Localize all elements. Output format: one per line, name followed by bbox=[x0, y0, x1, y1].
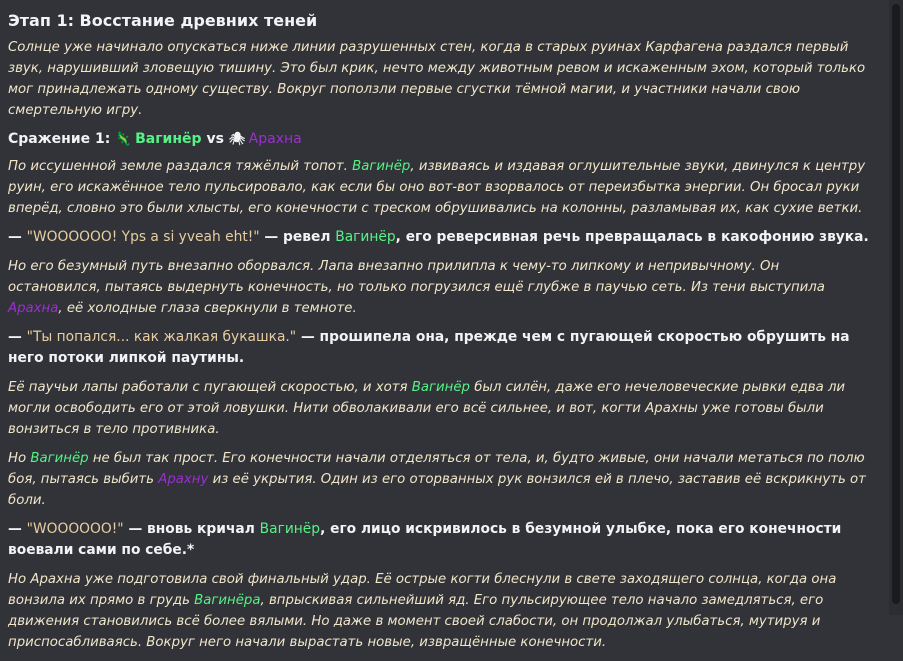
quote: "Ты попался... как жалкая букашка." bbox=[26, 329, 297, 345]
text: — ревел bbox=[259, 229, 336, 245]
narration-3 bbox=[8, 377, 876, 440]
quote: "WOOOOOO!" bbox=[26, 521, 124, 537]
fight-header bbox=[8, 129, 876, 150]
dash: — bbox=[8, 329, 27, 345]
text: Но его безумный путь внезапно оборвался. Лапа внезапно прилипла к чему-то липкому и непривычному. Он остановился, пытаясь выдернуть конечность, но только погрузился ещё глубже в паучью сеть. Из тени выступила bbox=[8, 259, 825, 295]
vs-label: vs bbox=[206, 131, 224, 147]
intro-paragraph: Солнце уже начинало опускаться ниже линии разрушенных стен, когда в старых руинах Карфагена раздался первый звук, нарушивший зловещую тишину. Это был крик, нечто между животным ревом и искаженным эхом, который только мог принадлежать одному существу. Вокруг поползли первые сгустки тёмной магии, и участники начали свою смертельную игру. bbox=[8, 40, 866, 118]
spider-icon: 🕷 bbox=[228, 132, 246, 147]
text: Но bbox=[8, 451, 31, 466]
text: , впрыскивая сильнейший яд. Его пульсирующее тело начало замедляться, его движения становились всё более вялыми. Но даже в момент своей слабости, он продолжал улыбаться, мутируя и приспосабливаясь. Вокруг него начали вырастать новые, извращённые конечности. bbox=[8, 593, 824, 650]
name-arachna: Арахна bbox=[8, 301, 59, 316]
scrollbar-track[interactable] bbox=[889, 0, 903, 615]
name-vaginer: Вагинёра bbox=[194, 593, 261, 608]
fight-label: Сражение 1: bbox=[8, 131, 111, 147]
dash: — bbox=[8, 229, 27, 245]
text: Но Арахна уже подготовила свой финальный удар. Её острые когти блеснули в свете заходящего солнца, когда она вонзила их прямо в грудь bbox=[8, 572, 837, 608]
fighter2-name: Арахна bbox=[248, 131, 302, 147]
dash: — bbox=[8, 521, 27, 537]
fighter1-name: Вагинёр bbox=[135, 131, 202, 147]
narration-2 bbox=[8, 256, 876, 319]
speech-2 bbox=[8, 327, 876, 369]
speech-3 bbox=[8, 519, 876, 561]
text: , её холодные глаза сверкнули в темноте. bbox=[58, 301, 357, 316]
name-vaginer: Вагинёр bbox=[352, 159, 411, 174]
text: был силён, даже его нечеловеческие рывки едва ли могли освободить его от этой ловушки. Нити обволакивали его всё сильнее, и вот, когти Арахны уже готовы были вонзиться в тело противника. bbox=[8, 380, 846, 437]
text: — вновь кричал bbox=[123, 521, 260, 537]
text: не был так прост. Его конечности начали отделяться от тела, и, будто живые, они начали метаться по полю боя, пытаясь выбить bbox=[8, 451, 865, 487]
scrollbar-thumb[interactable] bbox=[892, 4, 900, 604]
quote: "WOOOOOO! Yps a si yveah eht!" bbox=[26, 229, 260, 245]
text: из её укрытия. Один из его оторванных рук вонзился ей в плечо, заставив её вскрикнуть от боли. bbox=[8, 472, 866, 508]
text: , его лицо искривилось в безумной улыбке, пока его конечности воевали сами по себе.* bbox=[8, 521, 842, 558]
stage-title: Этап 1: Восстание древних теней bbox=[8, 11, 318, 30]
narration-5 bbox=[8, 569, 876, 653]
narration-4 bbox=[8, 448, 876, 511]
speech-1 bbox=[8, 227, 876, 248]
text: — прошипела она, прежде чем с пугающей скоростью обрушить на него потоки липкой паутины. bbox=[8, 329, 850, 366]
text: , извиваясь и издавая оглушительные звуки, двинулся к центру руин, его искажённое тело пульсировало, как если бы оно вот-вот взорвалось от переизбытка энергии. Он бросал руки вперёд, словно это были хлысты, его конечности с треском обрушивались на колонны, разламывая их, как сухие ветки. bbox=[8, 159, 866, 216]
narration-1 bbox=[8, 156, 876, 219]
text: , его реверсивная речь превращалась в какофонию звука. bbox=[395, 229, 869, 245]
name-vaginer: Вагинёр bbox=[30, 451, 89, 466]
name-vaginer: Вагинёр bbox=[335, 229, 396, 245]
text: По иссушенной земле раздался тяжёлый топот. bbox=[8, 159, 353, 174]
name-arachna: Арахну bbox=[158, 472, 209, 487]
name-vaginer: Вагинёр bbox=[411, 380, 470, 395]
name-vaginer: Вагинёр bbox=[259, 521, 321, 537]
text: Её паучьи лапы работали с пугающей скоростью, и хотя bbox=[8, 380, 412, 395]
message-content bbox=[8, 10, 876, 661]
lizard-icon: 🦎 bbox=[115, 132, 132, 147]
